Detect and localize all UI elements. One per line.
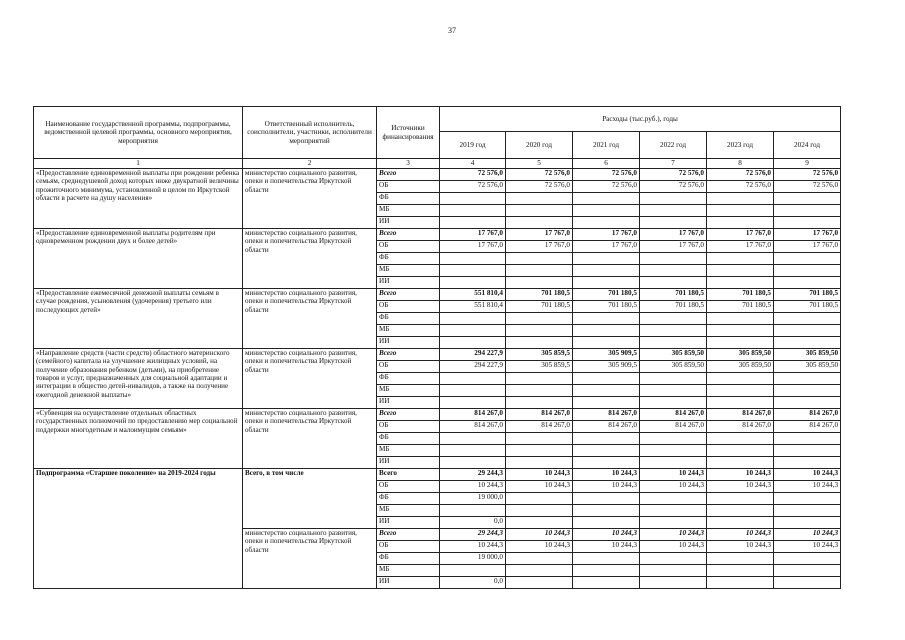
amount-cell: 72 576,0 [573,169,640,181]
amount-cell: 305 859,5 [506,349,573,361]
table-row [34,229,841,241]
amount-cell [506,577,573,589]
amount-cell [707,193,774,205]
amount-cell [707,397,774,409]
header-year: 2023 год [707,132,774,159]
amount-cell: 814 267,0 [506,421,573,433]
funding-source: МБ [377,445,440,457]
amount-cell [573,193,640,205]
amount-cell: 72 576,0 [774,181,841,193]
amount-cell: 19 000,0 [440,553,506,565]
funding-source: ОБ [377,481,440,493]
funding-source: ФБ [377,373,440,385]
funding-source: Всего [377,349,440,361]
funding-source: ОБ [377,301,440,313]
funding-source: Всего [377,469,440,481]
amount-cell: 72 576,0 [707,169,774,181]
amount-cell [573,205,640,217]
amount-cell [774,325,841,337]
amount-cell [640,337,707,349]
amount-cell: 814 267,0 [573,421,640,433]
amount-cell [640,385,707,397]
amount-cell: 814 267,0 [640,409,707,421]
amount-cell: 72 576,0 [640,169,707,181]
amount-cell: 72 576,0 [506,181,573,193]
amount-cell [440,253,506,265]
amount-cell: 814 267,0 [707,421,774,433]
funding-source: ФБ [377,433,440,445]
amount-cell: 551 810,4 [440,289,506,301]
amount-cell [774,565,841,577]
amount-cell: 701 180,5 [573,289,640,301]
amount-cell [573,313,640,325]
amount-cell [506,397,573,409]
amount-cell: 814 267,0 [573,409,640,421]
amount-cell [707,265,774,277]
amount-cell [506,385,573,397]
amount-cell: 17 767,0 [640,241,707,253]
column-index: 2 [243,159,377,169]
header-year: 2022 год [640,132,707,159]
amount-cell [506,217,573,229]
amount-cell [506,277,573,289]
amount-cell [774,253,841,265]
amount-cell [774,373,841,385]
measure-executor: министерство социального развития, опеки и попечительства Иркутской области [243,289,377,349]
amount-cell [573,457,640,469]
amount-cell: 294 227,9 [440,361,506,373]
amount-cell [640,265,707,277]
amount-cell [640,553,707,565]
amount-cell: 72 576,0 [506,169,573,181]
funding-source: ФБ [377,553,440,565]
amount-cell [774,553,841,565]
funding-source: ФБ [377,493,440,505]
amount-cell [707,457,774,469]
amount-cell [440,397,506,409]
amount-cell [640,217,707,229]
amount-cell [774,265,841,277]
amount-cell: 701 180,5 [640,301,707,313]
amount-cell: 17 767,0 [506,229,573,241]
amount-cell: 305 859,50 [707,349,774,361]
amount-cell: 10 244,3 [774,541,841,553]
table-row [34,169,841,181]
amount-cell: 814 267,0 [640,421,707,433]
amount-cell [707,337,774,349]
amount-cell: 10 244,3 [707,481,774,493]
header-year: 2024 год [774,132,841,159]
column-index-row [34,159,841,169]
amount-cell [506,265,573,277]
amount-cell [640,445,707,457]
amount-cell: 10 244,3 [774,469,841,481]
amount-cell [640,193,707,205]
amount-cell [707,277,774,289]
amount-cell [506,253,573,265]
measure-executor: министерство социального развития, опеки и попечительства Иркутской области [243,229,377,289]
amount-cell [573,277,640,289]
amount-cell: 814 267,0 [440,421,506,433]
amount-cell [506,193,573,205]
amount-cell: 305 909,5 [573,349,640,361]
amount-cell [440,337,506,349]
amount-cell: 701 180,5 [707,289,774,301]
header-year: 2020 год [506,132,573,159]
funding-source: МБ [377,205,440,217]
amount-cell [707,493,774,505]
table-row [34,469,841,481]
funding-source: МБ [377,385,440,397]
amount-cell [707,565,774,577]
column-index: 6 [573,159,640,169]
amount-cell [774,217,841,229]
amount-cell: 10 244,3 [774,481,841,493]
amount-cell [440,433,506,445]
measure-name: «Предоставление единовременной выплаты родителям при одновременном рождении двух и более детей» [34,229,243,289]
amount-cell: 19 000,0 [440,493,506,505]
amount-cell [440,313,506,325]
header-source: Источники финансирования [377,107,440,159]
amount-cell [573,553,640,565]
amount-cell: 10 244,3 [506,469,573,481]
amount-cell: 10 244,3 [707,469,774,481]
amount-cell [440,217,506,229]
column-index: 7 [640,159,707,169]
amount-cell [774,313,841,325]
amount-cell [774,385,841,397]
amount-cell [506,505,573,517]
amount-cell: 0,0 [440,517,506,529]
amount-cell [640,577,707,589]
amount-cell: 814 267,0 [774,409,841,421]
amount-cell [707,313,774,325]
amount-cell: 701 180,5 [774,289,841,301]
amount-cell: 10 244,3 [506,529,573,541]
amount-cell [506,337,573,349]
amount-cell [707,217,774,229]
amount-cell [707,577,774,589]
amount-cell [640,253,707,265]
amount-cell: 294 227,9 [440,349,506,361]
amount-cell [506,313,573,325]
amount-cell [506,457,573,469]
amount-cell [774,493,841,505]
funding-source: ОБ [377,361,440,373]
amount-cell [573,373,640,385]
amount-cell: 305 859,50 [640,349,707,361]
amount-cell [774,445,841,457]
amount-cell: 10 244,3 [573,529,640,541]
amount-cell: 17 767,0 [573,229,640,241]
amount-cell [440,325,506,337]
amount-cell [506,205,573,217]
header-year: 2019 год [440,132,506,159]
funding-source: ИИ [377,217,440,229]
column-index: 5 [506,159,573,169]
amount-cell [506,325,573,337]
amount-cell: 701 180,5 [774,301,841,313]
table-row [34,409,841,421]
amount-cell [707,325,774,337]
funding-source: ФБ [377,193,440,205]
amount-cell: 814 267,0 [707,409,774,421]
measure-name: «Предоставление ежемесячной денежной выплаты семьям в случае рождения, усыновления (удочерения) третьего или последующих детей» [34,289,243,349]
funding-source: ИИ [377,277,440,289]
amount-cell [573,217,640,229]
funding-source: ФБ [377,253,440,265]
amount-cell [640,433,707,445]
amount-cell [573,397,640,409]
amount-cell [640,565,707,577]
amount-cell: 10 244,3 [506,541,573,553]
amount-cell: 10 244,3 [440,541,506,553]
amount-cell [506,373,573,385]
funding-source: Всего [377,169,440,181]
amount-cell [707,505,774,517]
amount-cell [707,385,774,397]
amount-cell: 72 576,0 [440,169,506,181]
amount-cell: 305 909,5 [573,361,640,373]
amount-cell: 10 244,3 [774,529,841,541]
amount-cell: 701 180,5 [573,301,640,313]
amount-cell [440,277,506,289]
amount-cell [774,397,841,409]
amount-cell [440,565,506,577]
amount-cell [573,493,640,505]
amount-cell [440,193,506,205]
amount-cell [573,385,640,397]
amount-cell: 305 859,50 [774,361,841,373]
amount-cell [573,265,640,277]
amount-cell: 10 244,3 [640,529,707,541]
amount-cell: 701 180,5 [506,289,573,301]
amount-cell [506,433,573,445]
amount-cell: 814 267,0 [440,409,506,421]
header-expenses: Расходы (тыс.руб.), годы [440,107,841,132]
amount-cell: 17 767,0 [506,241,573,253]
amount-cell [506,493,573,505]
amount-cell [573,565,640,577]
amount-cell [440,457,506,469]
amount-cell: 10 244,3 [640,469,707,481]
amount-cell [707,517,774,529]
funding-source: ОБ [377,241,440,253]
amount-cell: 17 767,0 [573,241,640,253]
column-index: 3 [377,159,440,169]
funding-source: ОБ [377,421,440,433]
amount-cell [774,277,841,289]
funding-source: ОБ [377,541,440,553]
amount-cell [774,193,841,205]
amount-cell [440,505,506,517]
amount-cell [707,433,774,445]
column-index: 4 [440,159,506,169]
funding-source: ФБ [377,313,440,325]
amount-cell [573,517,640,529]
amount-cell: 814 267,0 [774,421,841,433]
funding-source: МБ [377,265,440,277]
header-executor: Ответственный исполнитель, соисполнители, участники, исполнители мероприятий [243,107,377,159]
amount-cell: 10 244,3 [640,541,707,553]
subprogram-name: Подпрограмма «Старшее поколение» на 2019-2024 годы [34,469,243,589]
amount-cell [640,457,707,469]
amount-cell: 72 576,0 [707,181,774,193]
column-index: 1 [34,159,243,169]
amount-cell: 17 767,0 [640,229,707,241]
amount-cell [440,373,506,385]
amount-cell: 305 859,5 [506,361,573,373]
measure-executor: министерство социального развития, опеки и попечительства Иркутской области [243,169,377,229]
amount-cell: 10 244,3 [440,481,506,493]
amount-cell: 10 244,3 [506,481,573,493]
amount-cell: 10 244,3 [573,481,640,493]
amount-cell: 72 576,0 [440,181,506,193]
amount-cell: 305 859,50 [774,349,841,361]
amount-cell [573,325,640,337]
amount-cell: 701 180,5 [640,289,707,301]
subprogram-executor: министерство социального развития, опеки и попечительства Иркутской области [243,529,377,589]
amount-cell [640,277,707,289]
measure-executor: министерство социального развития, опеки и попечительства Иркутской области [243,409,377,469]
funding-source: МБ [377,325,440,337]
measure-executor: министерство социального развития, опеки и попечительства Иркутской области [243,349,377,409]
amount-cell [774,577,841,589]
funding-source: ИИ [377,337,440,349]
amount-cell [573,433,640,445]
amount-cell [506,517,573,529]
amount-cell: 29 244,3 [440,469,506,481]
amount-cell: 0,0 [440,577,506,589]
column-index: 8 [707,159,774,169]
amount-cell: 17 767,0 [707,229,774,241]
amount-cell [707,253,774,265]
amount-cell: 701 180,5 [506,301,573,313]
amount-cell [640,205,707,217]
amount-cell [440,205,506,217]
amount-cell [640,397,707,409]
amount-cell: 10 244,3 [640,481,707,493]
amount-cell: 551 810,4 [440,301,506,313]
amount-cell [573,577,640,589]
amount-cell [640,517,707,529]
amount-cell: 17 767,0 [774,229,841,241]
amount-cell [774,205,841,217]
amount-cell [707,373,774,385]
funding-source: ИИ [377,397,440,409]
amount-cell [640,325,707,337]
header-name: Наименование государственной программы, подпрограммы, ведомственной целевой программы, основного мероприятия, мероприятия [34,107,243,159]
table-row [34,289,841,301]
funding-source: МБ [377,565,440,577]
amount-cell: 10 244,3 [707,541,774,553]
amount-cell [707,205,774,217]
amount-cell: 10 244,3 [707,529,774,541]
measure-name: «Направление средств (части средств) областного материнского (семейного) капитала на улучшение жилищных условий, на получение образования ребенком (детьми), на приобретение товаров и услуг, предназначенных для социальной адаптации и интеграции в общество детей-инвалидов, а также на получение ежегодной денежной выплаты» [34,349,243,409]
funding-source: ИИ [377,457,440,469]
funding-source: Всего [377,229,440,241]
amount-cell: 17 767,0 [440,241,506,253]
funding-source: Всего [377,409,440,421]
amount-cell: 814 267,0 [506,409,573,421]
amount-cell [573,445,640,457]
amount-cell [506,565,573,577]
measure-name: «Субвенция на осуществление отдельных областных государственных полномочий по предоставлению мер социальной поддержки многодетным и малоимущим семьям» [34,409,243,469]
amount-cell: 29 244,3 [440,529,506,541]
amount-cell [774,505,841,517]
header-year: 2021 год [573,132,640,159]
funding-source: Всего [377,529,440,541]
amount-cell [774,337,841,349]
amount-cell [573,253,640,265]
funding-source: МБ [377,505,440,517]
amount-cell: 17 767,0 [707,241,774,253]
amount-cell [707,445,774,457]
amount-cell [440,445,506,457]
amount-cell [640,373,707,385]
funding-source: ИИ [377,577,440,589]
table-row [34,349,841,361]
subprogram-total-label: Всего, в том числе [243,469,377,529]
amount-cell [506,445,573,457]
amount-cell [774,517,841,529]
amount-cell [573,505,640,517]
page-number: 37 [448,26,456,35]
amount-cell: 17 767,0 [774,241,841,253]
funding-source: Всего [377,289,440,301]
amount-cell: 72 576,0 [774,169,841,181]
amount-cell: 305 859,50 [707,361,774,373]
amount-cell [774,457,841,469]
amount-cell [640,313,707,325]
amount-cell: 305 859,50 [640,361,707,373]
column-index: 9 [774,159,841,169]
amount-cell: 17 767,0 [440,229,506,241]
amount-cell [774,433,841,445]
budget-table [33,106,841,589]
amount-cell: 701 180,5 [707,301,774,313]
amount-cell [506,553,573,565]
amount-cell [640,493,707,505]
amount-cell: 10 244,3 [573,469,640,481]
amount-cell: 72 576,0 [640,181,707,193]
funding-source: ИИ [377,517,440,529]
amount-cell [640,505,707,517]
amount-cell [573,337,640,349]
funding-source: ОБ [377,181,440,193]
amount-cell: 10 244,3 [573,541,640,553]
amount-cell [440,265,506,277]
measure-name: «Предоставление единовременной выплаты при рождении ребенка семьям, среднедушевой доход которых ниже двукратной величины прожиточного минимума, установленной в целом по Иркутской области в расчете на душу населения» [34,169,243,229]
amount-cell: 72 576,0 [573,181,640,193]
amount-cell [707,553,774,565]
amount-cell [440,385,506,397]
